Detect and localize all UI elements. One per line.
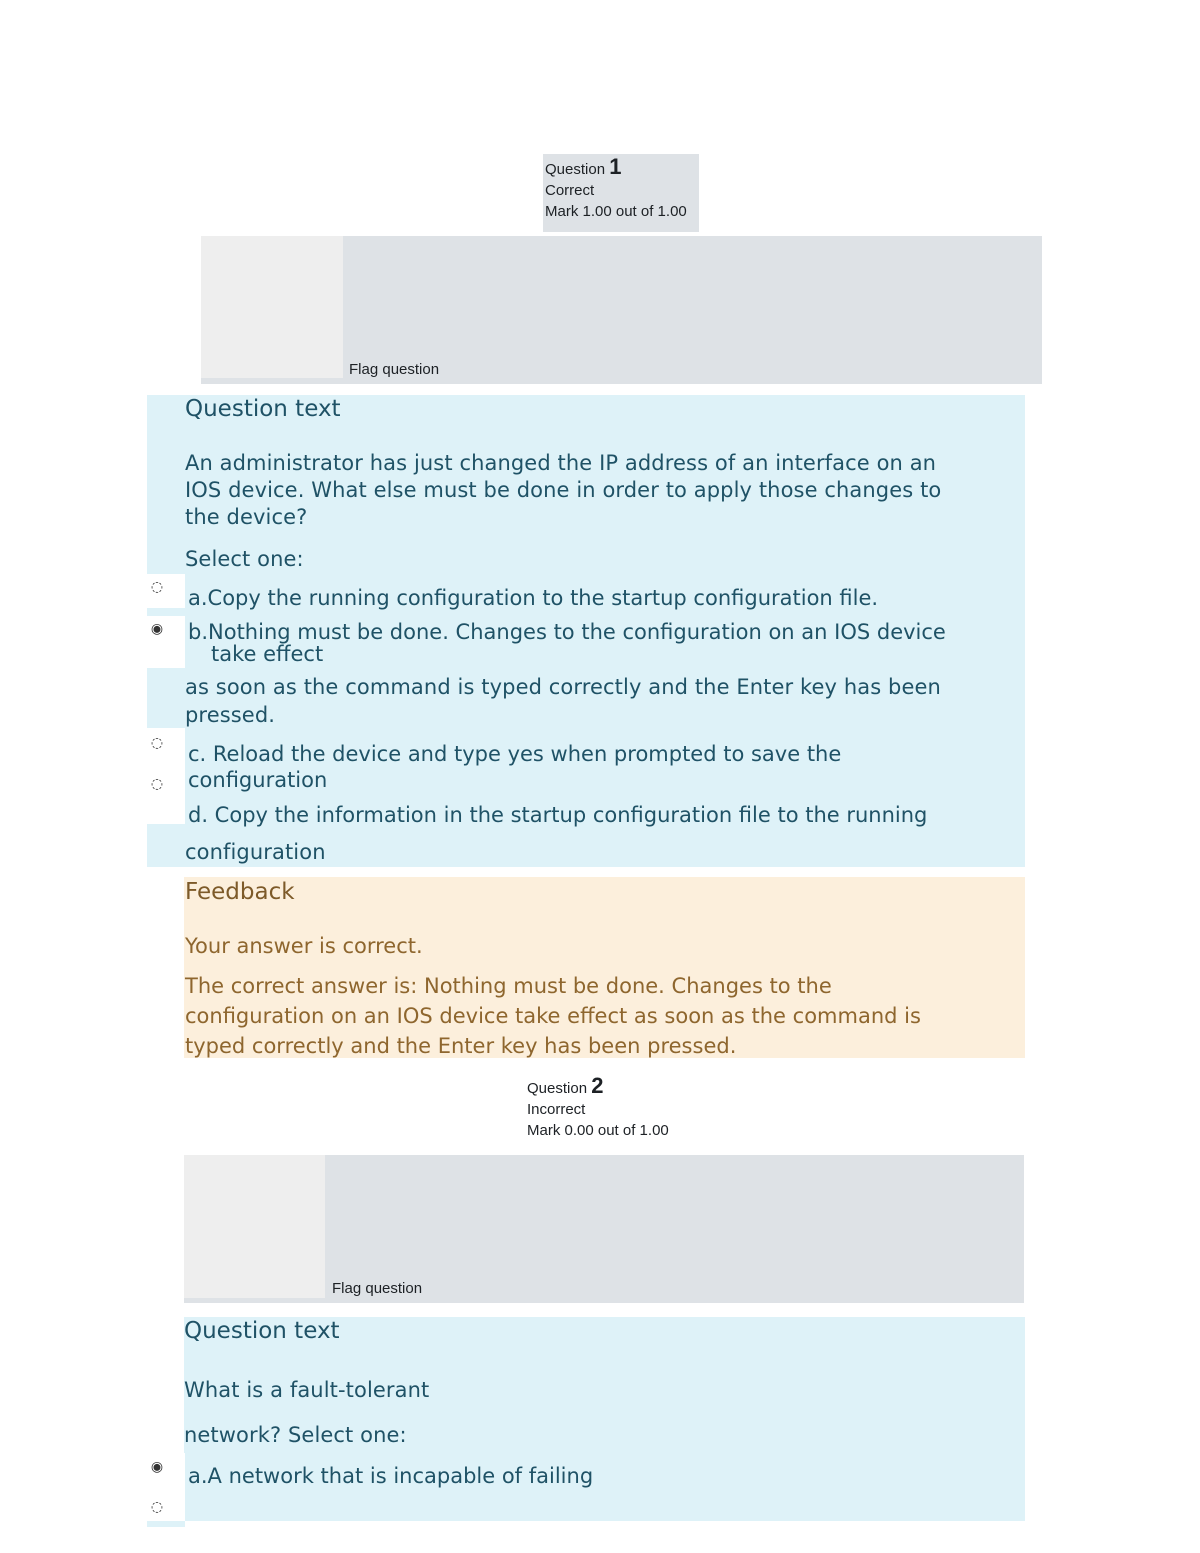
answer-option-a[interactable]: a.A network that is incapable of failing [188,1464,594,1488]
flag-panel [325,1155,1024,1303]
option-b-line: as soon as the command is typed correctly and the Enter key has been [185,675,941,699]
question-prompt-line: network? Select one: [184,1423,407,1447]
answer-option-c[interactable] [188,741,841,793]
flag-panel-left [201,236,343,378]
option-c-line: c. Reload the device and type yes when prompted to save the [188,742,842,766]
radio-selected-icon[interactable]: ◉ [150,1459,164,1475]
question-state: Correct [545,182,595,199]
option-b-line: take effect [211,642,324,666]
radio-selected-icon[interactable]: ◉ [150,621,164,637]
answer-option-b[interactable] [188,620,946,665]
prompt-line: An administrator has just changed the IP address of an interface on an [185,451,937,475]
feedback-result: Your answer is correct. [185,934,423,958]
radio-unselected-icon[interactable]: ◌ [150,735,164,751]
question-1-info [543,154,699,232]
option-c-line: configuration [188,768,328,792]
flag-panel [343,236,1042,384]
answer-option-a[interactable]: a.Copy the running configuration to the startup configuration file. [188,586,879,610]
select-one-label: Select one: [185,547,304,571]
question-2-text-box [184,1317,1025,1521]
question-label: Question [545,161,606,178]
option-b-line: b.Nothing must be done. Changes to the configuration on an IOS device [188,620,946,644]
option-b-line: pressed. [185,703,276,727]
radio-gutter-strip [147,1521,185,1527]
radio-unselected-icon[interactable]: ◌ [150,776,164,792]
flag-question-link[interactable]: Flag question [332,1280,423,1297]
question-mark: Mark 0.00 out of 1.00 [527,1122,669,1139]
question-label: Question [527,1080,588,1097]
flag-panel-underline [184,1298,325,1303]
feedback-correct-answer [185,971,1015,1061]
flag-panel-underline [201,378,343,384]
flag-panel-left [184,1155,325,1298]
feedback-heading: Feedback [185,879,295,905]
question-2-info [525,1073,715,1151]
question-text-heading: Question text [184,1318,340,1344]
question-prompt [185,450,1015,531]
feedback-line: configuration on an IOS device take effect as soon as the command is [185,1004,921,1028]
question-number: 2 [591,1073,604,1098]
radio-unselected-icon[interactable]: ◌ [150,579,164,595]
answer-option-d[interactable]: d. Copy the information in the startup configuration file to the running [188,803,928,827]
question-prompt-line: What is a fault-tolerant [184,1378,430,1402]
feedback-line: The correct answer is: Nothing must be done. Changes to the [185,974,832,998]
question-mark: Mark 1.00 out of 1.00 [545,203,687,220]
feedback-line: typed correctly and the Enter key has been pressed. [185,1034,737,1058]
question-state: Incorrect [527,1101,586,1118]
flag-question-link[interactable]: Flag question [349,361,440,378]
question-1-heading [545,156,695,180]
question-text-heading: Question text [185,396,341,422]
question-2-heading [527,1075,711,1099]
question-number: 1 [609,154,622,179]
radio-unselected-icon[interactable]: ◌ [150,1499,164,1515]
prompt-line: IOS device. What else must be done in order to apply those changes to [185,478,942,502]
prompt-line: the device? [185,505,308,529]
answer-option-d-continued: configuration [185,840,326,864]
answer-option-b-continued [185,673,1015,729]
